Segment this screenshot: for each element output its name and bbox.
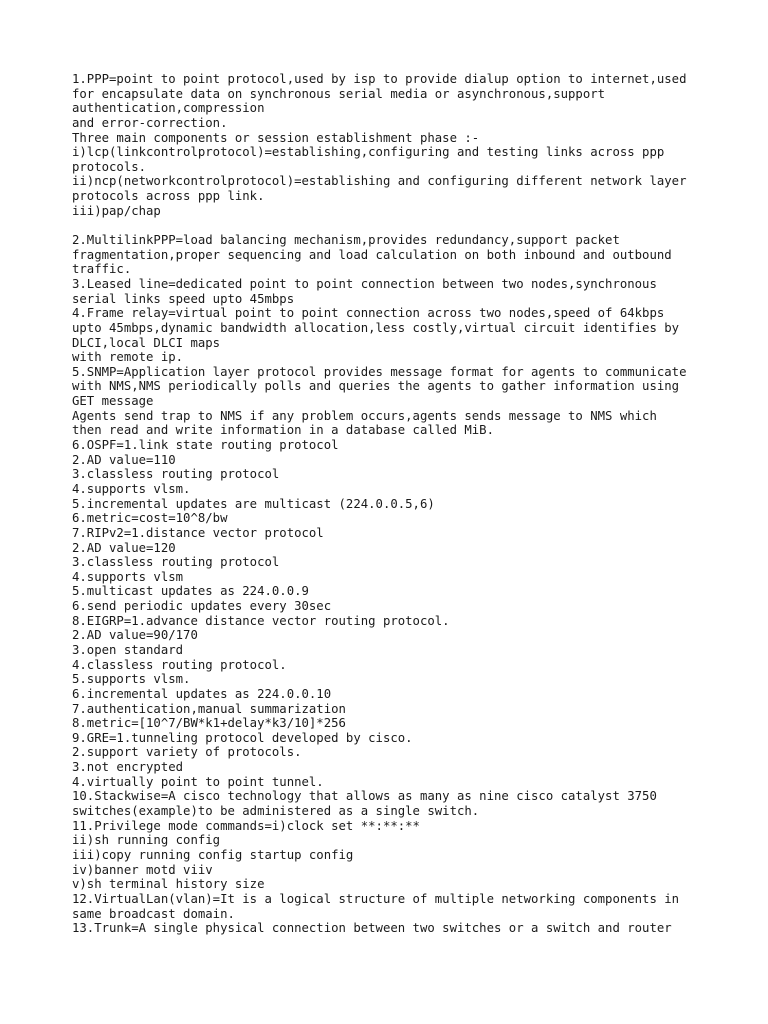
text-line: iii)pap/chap [72,203,161,218]
text-line: 1.PPP=point to point protocol,used by isp to provide dialup option to internet,used [72,72,687,86]
text-line: protocols across ppp link. [72,189,265,204]
text-line: 3.classless routing protocol [72,555,280,570]
text-line: 13.Trunk=A single physical connection between two switches or a switch and router [72,921,672,936]
text-line: 7.RIPv2=1.distance vector protocol [72,525,324,540]
text-line: 2.AD value=110 [72,452,176,467]
text-line: protocols. [72,159,147,174]
text-line: 6.metric=cost=10^8/bw [72,511,228,526]
text-line: 4.supports vlsm [72,569,184,584]
text-line: 4.virtually point to point tunnel. [72,774,324,789]
text-line: and error-correction. [72,115,228,130]
text-line: 3.classless routing protocol [72,467,280,482]
text-line: with remote ip. [72,350,184,365]
text-line: iv)banner motd viiv [72,862,213,877]
text-line: 4.supports vlsm. [72,481,191,496]
text-line: 7.authentication,manual summarization [72,701,346,716]
text-line: 5.multicast updates as 224.0.0.9 [72,584,309,599]
text-line: Three main components or session establishment phase :- [72,130,480,145]
text-line: 6.OSPF=1.link state routing protocol [72,438,339,453]
text-line: 4.classless routing protocol. [72,657,287,672]
text-line: authentication,compression [72,101,265,116]
text-line: v)sh terminal history size [72,877,265,892]
text-line: i)lcp(linkcontrolprotocol)=establishing,configuring and testing links across ppp [72,145,665,160]
document-body [72,72,712,936]
text-line: 3.open standard [72,642,184,657]
text-line: 8.EIGRP=1.advance distance vector routing protocol. [72,613,450,628]
text-line: iii)copy running config startup config [72,847,354,862]
text-line: 3.not encrypted [72,760,184,775]
text-line: 10.Stackwise=A cisco technology that allows as many as nine cisco catalyst 3750 [72,789,657,804]
text-line: traffic. [72,262,132,277]
text-line: with NMS,NMS periodically polls and queries the agents to gather information using [72,379,680,394]
text-line: upto 45mbps,dynamic bandwidth allocation,less costly,virtual circuit identifies by [72,320,680,335]
text-line: DLCI,local DLCI maps [72,335,221,350]
text-line: 6.send periodic updates every 30sec [72,599,332,614]
text-line: switches(example)to be administered as a single switch. [72,804,480,819]
text-line: fragmentation,proper sequencing and load calculation on both inbound and outbound [72,247,672,262]
text-line: 4.Frame relay=virtual point to point connection across two nodes,speed of 64kbps [72,306,665,321]
text-line: 2.AD value=90/170 [72,628,198,643]
text-line: 5.supports vlsm. [72,672,191,687]
text-line: serial links speed upto 45mbps [72,291,295,306]
text-line: 5.incremental updates are multicast (224.0.0.5,6) [72,496,435,511]
text-line: ii)sh running config [72,833,221,848]
text-line: 3.Leased line=dedicated point to point connection between two nodes,synchronous [72,276,657,291]
text-line [72,218,712,233]
text-line: 2.AD value=120 [72,540,176,555]
text-line: same broadcast domain. [72,906,235,921]
text-line: then read and write information in a database called MiB. [72,423,494,438]
text-line: 9.GRE=1.tunneling protocol developed by cisco. [72,730,413,745]
text-line: 11.Privilege mode commands=i)clock set **:**:** [72,818,420,833]
text-line: 8.metric=[10^7/BW*k1+delay*k3/10]*256 [72,716,346,731]
text-line: for encapsulate data on synchronous serial media or asynchronous,support [72,86,606,101]
text-line: GET message [72,394,154,409]
text-line: 12.VirtualLan(vlan)=It is a logical structure of multiple networking components in [72,891,680,906]
text-line: 2.MultilinkPPP=load balancing mechanism,provides redundancy,support packet [72,233,620,248]
text-line: Agents send trap to NMS if any problem occurs,agents sends message to NMS which [72,408,657,423]
text-line: 5.SNMP=Application layer protocol provides message format for agents to communicate [72,364,687,379]
text-line: 2.support variety of protocols. [72,745,302,760]
text-line: ii)ncp(networkcontrolprotocol)=establishing and configuring different network layer [72,174,687,189]
text-line: 6.incremental updates as 224.0.0.10 [72,686,332,701]
